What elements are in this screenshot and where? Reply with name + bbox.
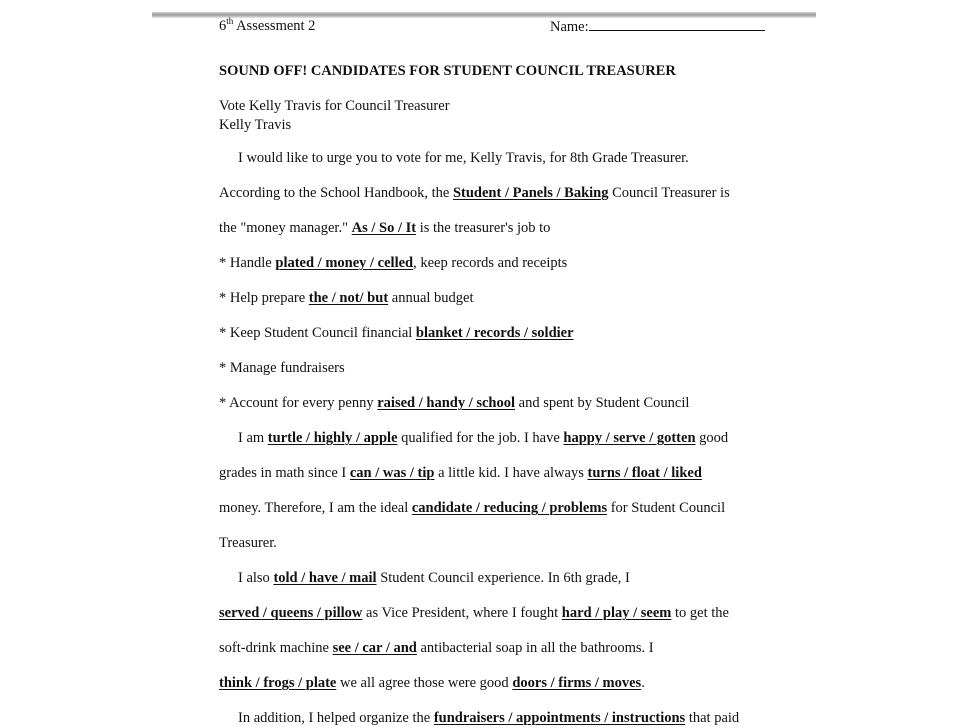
subtitle-vote: Vote Kelly Travis for Council Treasurer xyxy=(219,98,450,114)
passage-text: grades in math since I xyxy=(219,465,350,481)
passage-line xyxy=(219,464,702,482)
answer-choice-text: Student / Panels / Baking xyxy=(452,185,609,201)
passage-line xyxy=(219,639,654,657)
answer-choice-text: see / car / and xyxy=(332,640,417,656)
passage-text: * Keep Student Council financial xyxy=(219,325,416,341)
passage-line xyxy=(238,569,630,587)
passage-text: that paid xyxy=(685,710,740,726)
passage-text: * Help prepare xyxy=(219,290,309,306)
passage-text: Student Council experience. In 6th grade, I xyxy=(376,570,630,586)
passage-line xyxy=(219,359,345,377)
answer-choice-text: fundraisers / appointments / instructions xyxy=(433,710,686,726)
answer-choices[interactable] xyxy=(352,220,416,236)
passage-line xyxy=(219,499,725,517)
answer-choice-text: told / have / mail xyxy=(273,570,377,586)
answer-choices[interactable] xyxy=(416,325,574,341)
passage-text: Council Treasurer is xyxy=(608,185,730,201)
answer-choice-text: can / was / tip xyxy=(349,465,435,481)
passage-text: money. Therefore, I am the ideal xyxy=(219,500,412,516)
passage-line xyxy=(219,604,729,622)
passage-text: According to the School Handbook, the xyxy=(219,185,453,201)
passage-line xyxy=(219,674,645,692)
passage-text: Treasurer. xyxy=(219,535,277,551)
passage-line xyxy=(219,289,474,307)
passage-text: good xyxy=(695,430,729,446)
answer-choices[interactable] xyxy=(563,430,695,446)
passage-text: antibacterial soap in all the bathrooms. I xyxy=(416,640,654,656)
answer-choices[interactable] xyxy=(219,675,336,691)
answer-choices[interactable] xyxy=(587,465,701,481)
answer-choice-text: served / queens / pillow xyxy=(219,605,363,621)
worksheet-page xyxy=(219,0,779,726)
assessment-header xyxy=(219,17,315,35)
passage-text: annual budget xyxy=(388,290,474,306)
passage-line xyxy=(219,394,689,412)
assessment-grade-suffix: th xyxy=(226,16,234,27)
passage-text: a little kid. I have always xyxy=(434,465,588,481)
passage-text: I am xyxy=(238,430,268,446)
passage-line xyxy=(238,429,728,447)
answer-choices[interactable] xyxy=(512,675,641,691)
answer-choice-text: candidate / reducing / problems xyxy=(411,500,608,516)
answer-choice-text: As / So / It xyxy=(351,220,417,236)
passage-text: I also xyxy=(238,570,274,586)
passage-line xyxy=(219,534,277,552)
answer-choices[interactable] xyxy=(309,290,388,306)
assessment-grade: 6 xyxy=(219,18,227,34)
passage-text: as Vice President, where I fought xyxy=(362,605,562,621)
answer-choices[interactable] xyxy=(219,605,362,621)
passage-text: we all agree those were good xyxy=(336,675,513,691)
passage-text: and spent by Student Council xyxy=(515,395,690,411)
passage-text: * Handle xyxy=(219,255,276,271)
answer-choice-text: happy / serve / gotten xyxy=(563,430,696,446)
name-field[interactable] xyxy=(550,17,765,36)
answer-choice-text: turns / float / liked xyxy=(587,465,702,481)
answer-choice-text: doors / firms / moves xyxy=(512,675,642,691)
answer-choice-text: turtle / highly / apple xyxy=(267,430,398,446)
passage-line xyxy=(219,324,574,342)
passage-text: the "money manager." xyxy=(219,220,352,236)
passage-text: * Manage fundraisers xyxy=(219,360,345,376)
answer-choice-text: hard / play / seem xyxy=(561,605,672,621)
passage-line xyxy=(219,184,730,202)
answer-choice-text: the / not/ but xyxy=(308,290,389,306)
answer-choices[interactable] xyxy=(350,465,435,481)
passage-line xyxy=(238,149,689,167)
name-label: Name: xyxy=(550,19,589,35)
answer-choices[interactable] xyxy=(377,395,515,411)
answer-choices[interactable] xyxy=(268,430,398,446)
passage-text: is the treasurer's job to xyxy=(416,220,551,236)
passage-line xyxy=(238,709,739,727)
passage-text: * Account for every penny xyxy=(219,395,378,411)
answer-choice-text: think / frogs / plate xyxy=(219,675,337,691)
page-title: SOUND OFF! CANDIDATES FOR STUDENT COUNCIL TREASURER xyxy=(219,63,676,79)
passage-text: . xyxy=(641,675,645,691)
answer-choices[interactable] xyxy=(434,710,685,726)
passage-text: In addition, I helped organize the xyxy=(238,710,434,726)
subtitle-author: Kelly Travis xyxy=(219,117,292,133)
passage-line xyxy=(219,254,567,272)
answer-choices[interactable] xyxy=(412,500,607,516)
passage-text: soft-drink machine xyxy=(219,640,333,656)
passage-text: qualified for the job. I have xyxy=(397,430,564,446)
assessment-title: Assessment 2 xyxy=(233,18,316,34)
passage-line xyxy=(219,219,550,237)
answer-choices[interactable] xyxy=(275,255,413,271)
answer-choices[interactable] xyxy=(562,605,672,621)
passage-text: I would like to urge you to vote for me, Kelly Travis, for 8th Grade Treasurer. xyxy=(238,150,689,166)
answer-choices[interactable] xyxy=(333,640,417,656)
passage-text: to get the xyxy=(671,605,729,621)
name-blank[interactable] xyxy=(589,17,765,31)
answer-choice-text: plated / money / celled xyxy=(275,255,414,271)
answer-choice-text: blanket / records / soldier xyxy=(415,325,574,341)
passage-text: for Student Council xyxy=(607,500,726,516)
answer-choices[interactable] xyxy=(273,570,376,586)
answer-choice-text: raised / handy / school xyxy=(377,395,516,411)
answer-choices[interactable] xyxy=(453,185,609,201)
passage-text: , keep records and receipts xyxy=(413,255,568,271)
